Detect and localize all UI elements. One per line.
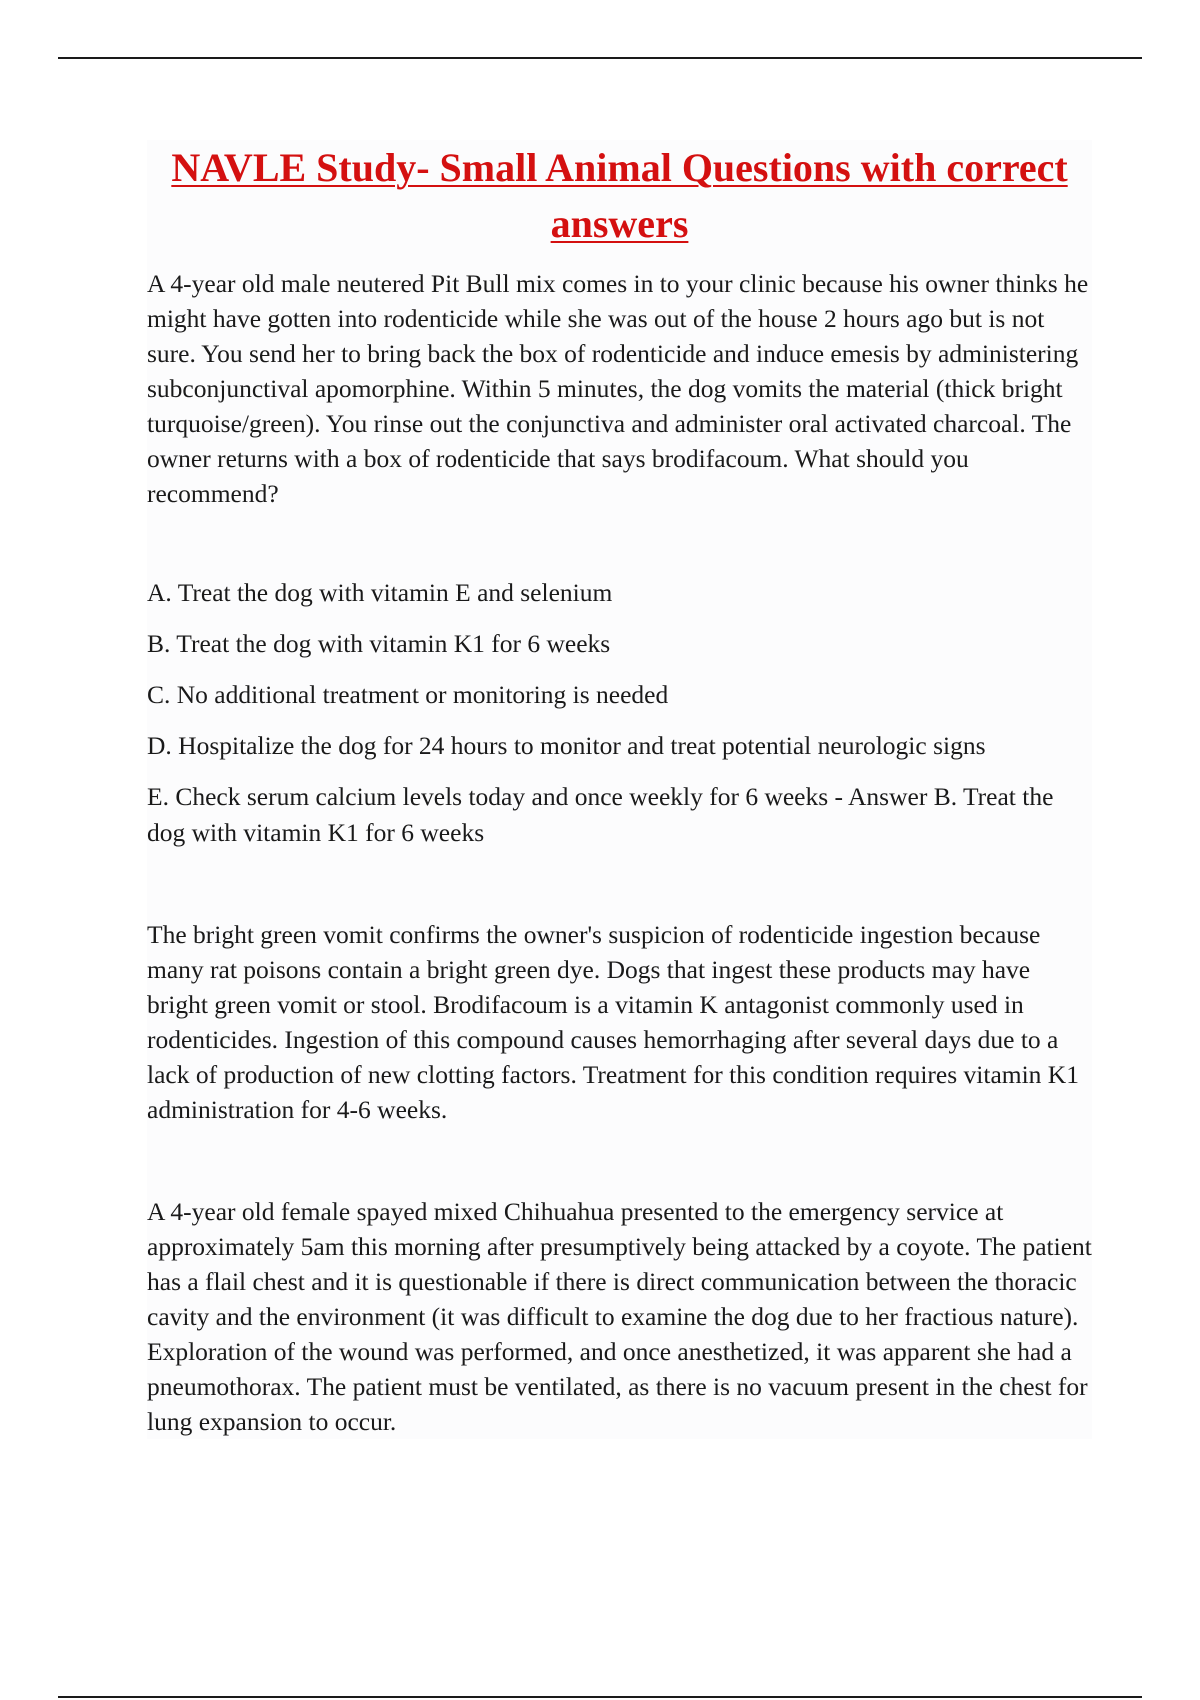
option-a: A. Treat the dog with vitamin E and selenium	[147, 578, 613, 607]
option-d: D. Hospitalize the dog for 24 hours to monitor and treat potential neurologic signs	[147, 731, 986, 760]
option-e-with-answer: E. Check serum calcium levels today and once weekly for 6 weeks - Answer B. Treat the dog with vitamin K1 for 6 weeks	[147, 782, 1054, 847]
question-2-stem: A 4-year old female spayed mixed Chihuahua presented to the emergency service at approximately 5am this morning after presumptively being attacked by a coyote. The patient has a flail chest and it is questionable if there is direct communication between the thoracic cavity and the environment (it was difficult to examine the dog due to her fractious nature). Exploration of the wound was performed, and once anesthetized, it was apparent she had a pneumothorax. The patient must be ventilated, as there is no vacuum present in the chest for lung expansion to occur.	[147, 1197, 1092, 1436]
header-rule	[58, 57, 1142, 59]
document-page	[147, 140, 1092, 1439]
question-1-explanation: The bright green vomit confirms the owner's suspicion of rodenticide ingestion because many rat poisons contain a bright green dye. Dogs that ingest these products may have bright green vomit or stool. Brodifacoum is a vitamin K antagonist commonly used in rodenticides. Ingestion of this compound causes hemorrhaging after several days due to a lack of production of new clotting factors. Treatment for this condition requires vitamin K1 administration for 4-6 weeks.	[147, 920, 1079, 1124]
question-1-options	[147, 575, 1092, 851]
option-c: C. No additional treatment or monitoring is needed	[147, 680, 669, 709]
option-b: B. Treat the dog with vitamin K1 for 6 weeks	[147, 629, 611, 658]
footer-rule	[58, 1696, 1142, 1698]
question-1-stem: A 4-year old male neutered Pit Bull mix comes in to your clinic because his owner thinks he might have gotten into rodenticide while she was out of the house 2 hours ago but is not sure. You send her to bring back the box of rodenticide and induce emesis by administering subconjunctival apomorphine. Within 5 minutes, the dog vomits the material (thick bright turquoise/green). You rinse out the conjunctiva and administer oral activated charcoal. The owner returns with a box of rodenticide that says brodifacoum. What should you recommend?	[147, 269, 1089, 508]
document-title: NAVLE Study- Small Animal Questions with correct answers	[171, 145, 1068, 246]
